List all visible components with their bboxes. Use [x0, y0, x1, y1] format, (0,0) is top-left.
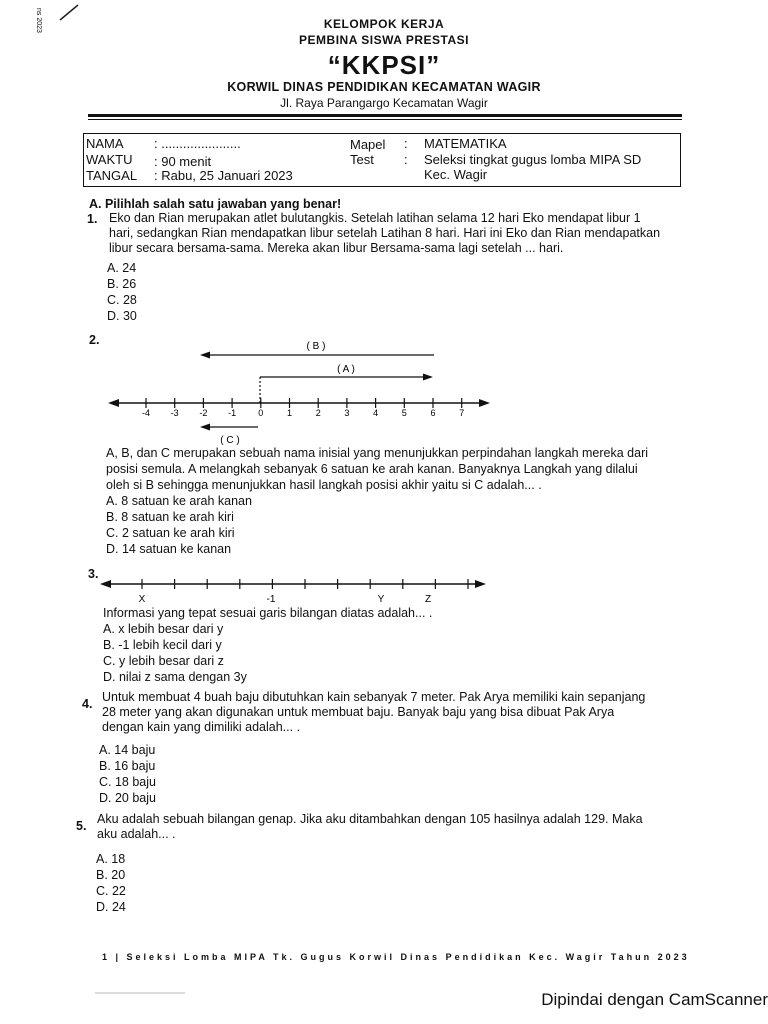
tangal-label: TANGAL [86, 168, 138, 183]
q5-line: aku adalah... . [97, 827, 176, 841]
q5-options [96, 851, 126, 915]
q5-line: Aku adalah sebuah bilangan genap. Jika aku ditambahkan dengan 105 hasilnya adalah 129. Maka [97, 812, 643, 826]
q2-option: C. 2 satuan ke arah kiri [106, 526, 235, 540]
q3-option: D. nilai z sama dengan 3y [103, 670, 247, 684]
info-box [83, 133, 681, 187]
q3-option: A. x lebih besar dari y [103, 622, 224, 636]
q3-axis-right-head [475, 580, 486, 588]
q4-options [99, 742, 156, 806]
q2-line: A, B, dan C merupakan sebuah nama inisial yang menunjukkan perpindahan langkah mereka dari [106, 446, 649, 460]
q1-text [109, 211, 709, 256]
side-mark: ns 2023 [35, 8, 42, 33]
scan-artifact [95, 992, 185, 994]
q2-option: B. 8 satuan ke arah kiri [106, 510, 234, 524]
q3-label-y: Y [377, 594, 385, 605]
q2-tick-label: 7 [459, 408, 465, 418]
waktu-value: : 90 menit [154, 154, 212, 169]
q2-label-a: ( A ) [337, 364, 355, 375]
q3-options [103, 621, 247, 685]
q1-line: hari, sedangkan Rian mendapatkan libur setelah Latihan 8 hari. Hari ini Eko dan Rian mendapatkan [109, 226, 661, 240]
camscanner-watermark: Dipindai dengan CamScanner [541, 990, 768, 1009]
q5-option: D. 24 [96, 900, 126, 914]
q1-option: D. 30 [107, 309, 137, 323]
q2-option: A. 8 satuan ke arah kanan [106, 494, 252, 508]
nama-label: NAMA [86, 136, 124, 151]
q2-arrow-c-head [200, 424, 210, 431]
mapel-sep: : [404, 136, 408, 151]
q2-label-b: ( B ) [306, 341, 326, 352]
header-address: Jl. Raya Parangargo Kecamatan Wagir [280, 96, 488, 110]
q3-axis-left-head [100, 580, 111, 588]
header-divider [88, 114, 682, 117]
nama-value: : ...................... [154, 136, 241, 151]
q3-question: Informasi yang tepat sesuai garis bilangan diatas adalah... . [103, 606, 433, 620]
q1-option: C. 28 [107, 293, 137, 307]
q2-line: oleh si B sehingga menunjukkan hasil langkah posisi akhir yaitu si C adalah... . [106, 478, 542, 492]
q2-number: 2. [89, 333, 100, 347]
q2-tick-label: 1 [286, 408, 293, 418]
q5-option: A. 18 [96, 852, 126, 866]
header-line-4: KORWIL DINAS PENDIDIKAN KECAMATAN WAGIR [227, 80, 541, 94]
q2-tick-label: 4 [373, 408, 379, 418]
q3-label-x: X [138, 594, 146, 605]
section-title: A. Pilihlah salah satu jawaban yang benar! [89, 197, 342, 211]
q3-option: B. -1 lebih kecil dari y [103, 638, 222, 652]
mapel-value: MATEMATIKA [424, 136, 507, 151]
q5-option: C. 22 [96, 884, 126, 898]
q2-tick-label: 2 [315, 408, 321, 418]
test-value-1: Seleksi tingkat gugus lomba MIPA SD [424, 152, 642, 167]
q2-tick-label: 0 [258, 408, 264, 418]
q3-label-z: Z [424, 594, 432, 605]
q5-text [97, 812, 712, 842]
header-line-1: KELOMPOK KERJA [323, 17, 445, 31]
q2-arrow-a-head [423, 374, 433, 381]
q2-tick-label: 3 [344, 408, 350, 418]
q5-option: B. 20 [96, 868, 126, 882]
q1-number: 1. [87, 212, 98, 226]
q4-number: 4. [82, 697, 93, 711]
q1-line: Eko dan Rian merupakan atlet bulutangkis. Setelah latihan selama 12 hari Eko mendapat libur 1 [109, 211, 641, 225]
q2-label-c: ( C ) [220, 435, 240, 446]
tangal-value: : Rabu, 25 Januari 2023 [154, 168, 293, 183]
q2-option: D. 14 satuan ke kanan [106, 542, 232, 556]
header-divider-thin [88, 119, 682, 120]
q1-option: B. 26 [107, 277, 137, 291]
q4-option: C. 18 baju [99, 775, 156, 789]
q3-option: C. y lebih besar dari z [103, 654, 224, 668]
q4-line: 28 meter yang akan digunakan untuk membuat baju. Banyak baju yang bisa dibuat Pak Arya [102, 705, 615, 719]
q2-tick-label: -1 [228, 408, 237, 418]
q2-tick-label: -3 [170, 408, 179, 418]
q2-axis-left-head [108, 399, 119, 407]
q2-options [106, 493, 252, 557]
page-footer: 1 | Seleksi Lomba MIPA Tk. Gugus Korwil Dinas Pendidikan Kec. Wagir Tahun 2023 [102, 952, 690, 962]
q4-line: dengan kain yang dimiliki adalah... . [102, 720, 301, 734]
q4-text [102, 690, 712, 735]
test-label: Test [350, 152, 374, 167]
waktu-label: WAKTU [86, 152, 133, 167]
q2-line: posisi semula. A melangkah sebanyak 6 satuan ke arah kanan. Banyaknya Langkah yang dilalui [106, 462, 638, 476]
q2-tick-label: 5 [401, 408, 407, 418]
q2-number-line-figure [100, 335, 500, 447]
q3-label-minus-one: -1 [266, 594, 276, 605]
q4-line: Untuk membuat 4 buah baju dibutuhkan kain sebanyak 7 meter. Pak Arya memiliki kain sepanjang [102, 690, 646, 704]
q1-line: libur secara bersama-sama. Mereka akan libur Bersama-sama lagi setelah ... hari. [109, 241, 564, 255]
q5-number: 5. [76, 819, 87, 833]
mapel-label: Mapel [350, 137, 386, 152]
header-title: “KKPSI” [327, 50, 441, 80]
header-line-2: PEMBINA SISWA PRESTASI [299, 33, 469, 47]
q1-option: A. 24 [107, 261, 137, 275]
q2-tick-label: 6 [430, 408, 436, 418]
q3-number: 3. [88, 567, 99, 581]
q4-option: A. 14 baju [99, 743, 156, 757]
q2-text [106, 445, 706, 493]
q3-number-line-figure [96, 572, 496, 606]
q4-option: D. 20 baju [99, 791, 156, 805]
test-sep: : [404, 152, 408, 167]
test-value-2: Kec. Wagir [424, 167, 488, 182]
q2-tick-label: -4 [141, 408, 151, 418]
q4-option: B. 16 baju [99, 759, 156, 773]
q1-options [107, 260, 137, 324]
q2-axis-right-head [479, 399, 490, 407]
q2-tick-label: -2 [199, 408, 208, 418]
q2-arrow-b-head [200, 352, 210, 359]
